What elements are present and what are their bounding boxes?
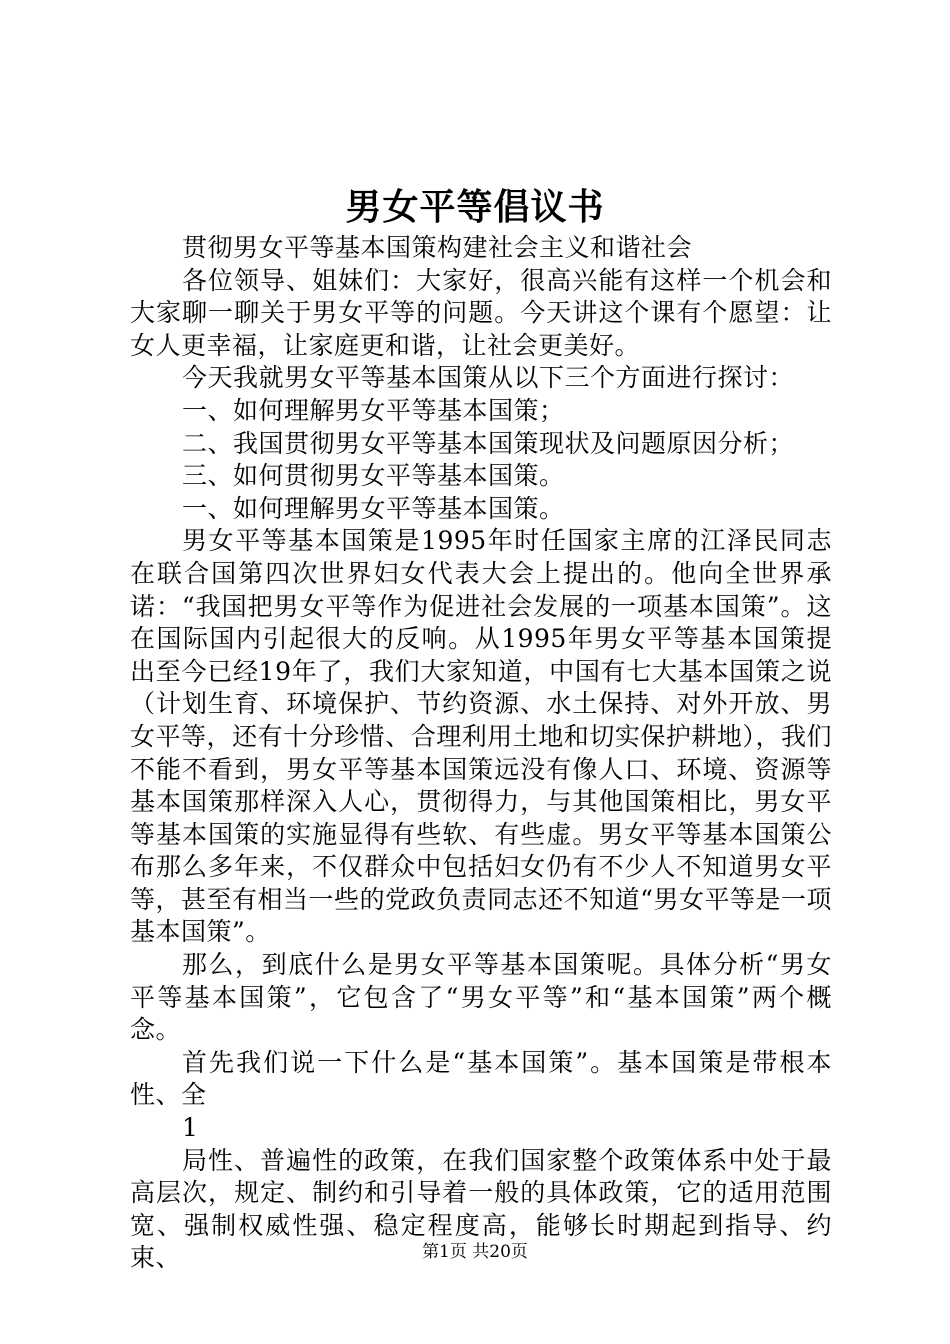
page-footer: 第1页 共20页 [422,1242,528,1262]
paragraph-definition: 那么，到底什么是男女平等基本国策呢。具体分析“男女平等基本国策”，它包含了“男女平等”和“基本国策”两个概念。 [130,950,832,1045]
paragraph-continuation: 局性、普遍性的政策，在我们国家整个政策体系中处于最高层次，规定、制约和引导着一般的具体政策，它的适用范围宽、强制权威性强、稳定程度高，能够长时期起到指导、约束、 [130,1145,832,1273]
paragraph-subtitle: 贯彻男女平等基本国策构建社会主义和谐社会 [182,233,693,262]
document-body [130,232,832,1275]
paragraph-greeting: 各位领导、姐妹们：大家好，很高兴能有这样一个机会和大家聊一聊关于男女平等的问题。今天讲这个课有个愿望：让女人更幸福，让家庭更和谐，让社会更美好。 [130,265,832,360]
paragraph-point-3: 三、如何贯彻男女平等基本国策。 [182,461,565,491]
paragraph-history: 男女平等基本国策是1995年时任国家主席的江泽民同志在联合国第四次世界妇女代表大会上提出的。他向全世界承诺：“我国把男女平等作为促进社会发展的一项基本国策”。这在国际国内引起很大的反响。从1995年男女平等基本国策提出至今已经19年了，我们大家知道，中国有七大基本国策之说（计划生育、环境保护、节约资源、水土保持、对外开放、男女平等，还有十分珍惜、合理利用土地和切实保护耕地），我们不能不看到，男女平等基本国策远没有像人口、环境、资源等基本国策那样深入人心，贯彻得力，与其他国策相比，男女平等基本国策的实施显得有些软、有些虚。男女平等基本国策公布那么多年来，不仅群众中包括妇女仍有不少人不知道男女平等，甚至有相当一些的党政负责同志还不知道“男女平等是一项基本国策”。 [130,526,832,947]
paragraph-basic-policy: 首先我们说一下什么是“基本国策”。基本国策是带根本性、全 [130,1047,832,1110]
paragraph-point-2: 二、我国贯彻男女平等基本国策现状及问题原因分析； [182,428,795,458]
paragraph-intro: 今天我就男女平等基本国策从以下三个方面进行探讨： [182,363,795,393]
paragraph-point-1: 一、如何理解男女平等基本国策； [182,395,565,425]
document-title: 男女平等倡议书 [345,186,605,228]
inline-page-number: 1 [182,1113,199,1143]
section-heading-1: 一、如何理解男女平等基本国策。 [182,493,565,523]
